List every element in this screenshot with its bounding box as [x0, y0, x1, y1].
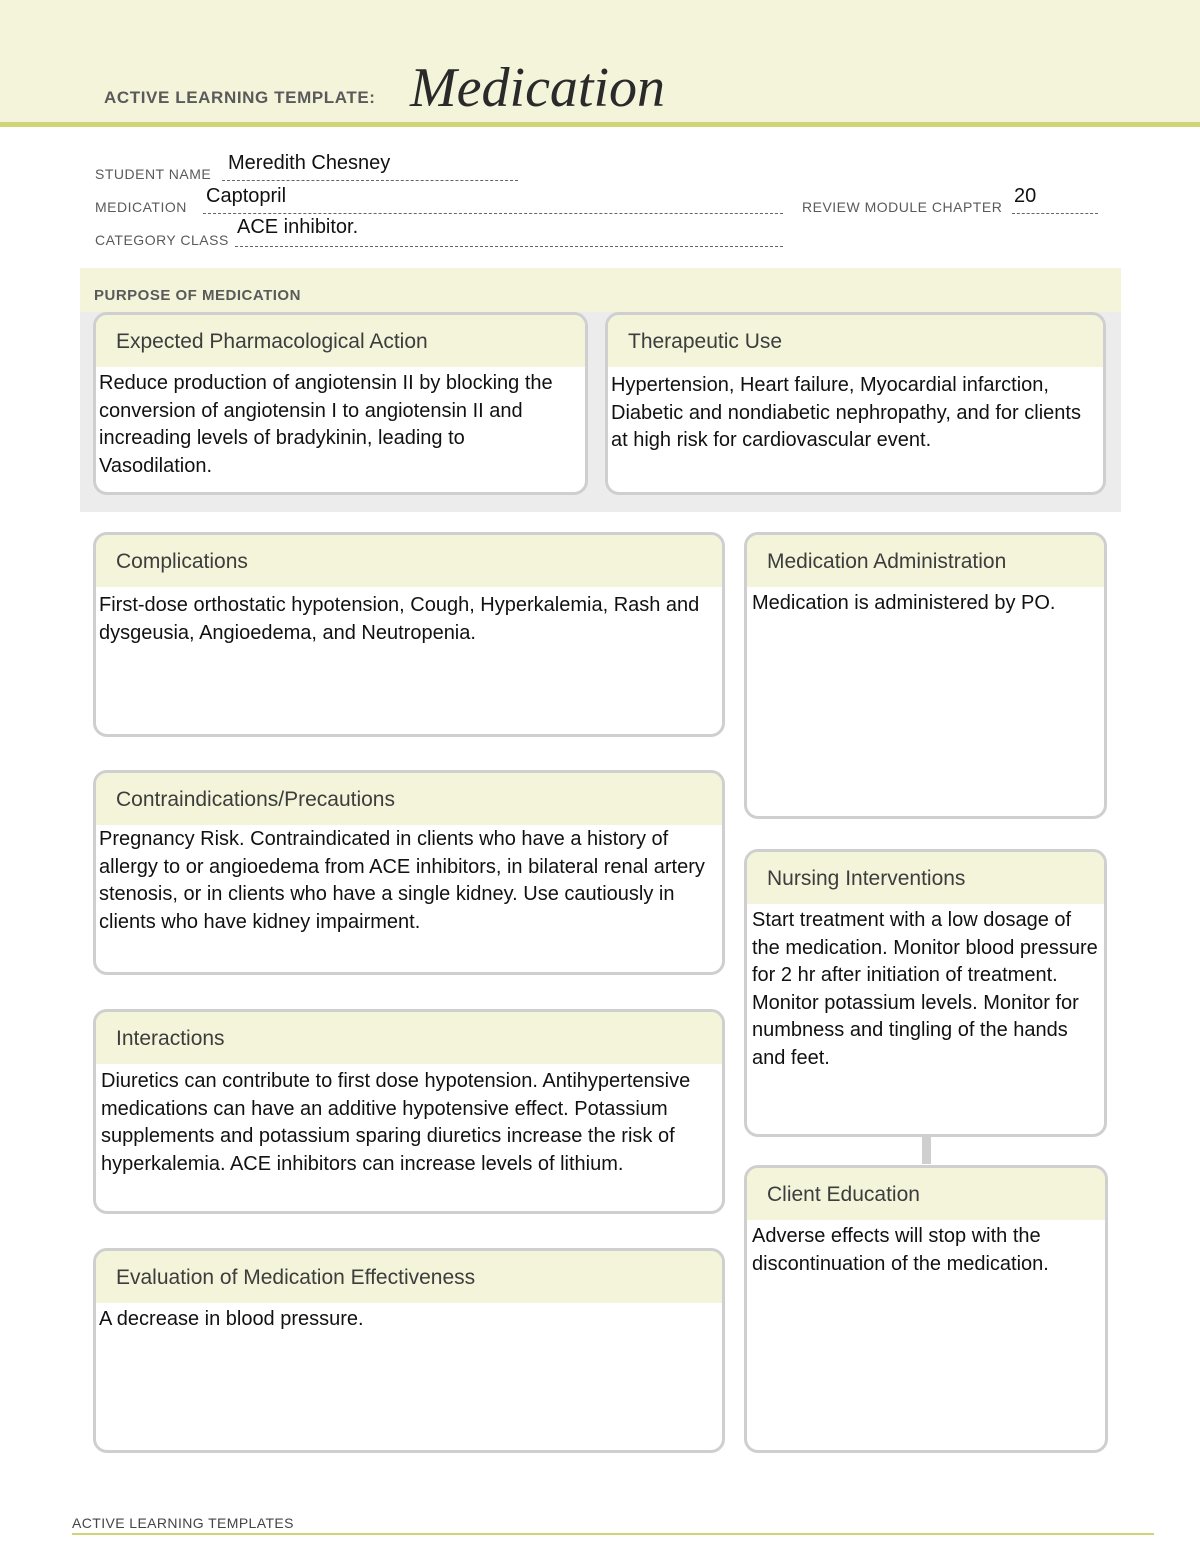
interactions-title: Interactions	[96, 1012, 722, 1064]
administration-text[interactable]: Medication is administered by PO.	[752, 592, 1056, 614]
client-education-title: Client Education	[747, 1168, 1105, 1220]
medication-label: MEDICATION	[95, 199, 187, 215]
student-name-field[interactable]: Meredith Chesney	[228, 152, 391, 174]
medication-line	[203, 213, 783, 214]
contraindications-box	[93, 770, 725, 975]
purpose-label: PURPOSE OF MEDICATION	[94, 287, 301, 304]
nursing-interventions-box	[744, 849, 1107, 1137]
medication-field[interactable]: Captopril	[206, 185, 287, 207]
complications-title: Complications	[96, 535, 722, 587]
header-rule	[0, 122, 1200, 127]
evaluation-title: Evaluation of Medication Effectiveness	[96, 1251, 722, 1303]
review-module-label: REVIEW MODULE CHAPTER	[802, 199, 1003, 215]
nursing-interventions-text[interactable]: Start treatment with a low dosage of the medication. Monitor blood pressure for 2 hr after initiation of treatment. Monitor potassium levels. Monitor for numbness and tingling of the hands and feet.	[752, 909, 1098, 1069]
footer-label: ACTIVE LEARNING TEMPLATES	[72, 1515, 294, 1531]
therapeutic-use-text[interactable]: Hypertension, Heart failure, Myocardial infarction, Diabetic and nondiabetic nephropathy, and for clients at high risk for cardiovascular event.	[611, 374, 1081, 451]
interactions-text[interactable]: Diuretics can contribute to first dose hypotension. Antihypertensive medications can have an additive hypotensive effect. Potassium supplements and potassium sparing diuretics increase the risk of hyperkalemia. ACE inhibitors can increase levels of lithium.	[101, 1070, 691, 1175]
complications-box	[93, 532, 725, 737]
administration-box	[744, 532, 1107, 819]
therapeutic-use-title: Therapeutic Use	[608, 315, 1103, 367]
review-module-line	[1012, 213, 1098, 214]
expected-action-text[interactable]: Reduce production of angiotensin II by blocking the conversion of angiotensin I to angiotensin II and increading levels of bradykinin, leading to Vasodilation.	[99, 372, 553, 477]
administration-title: Medication Administration	[747, 535, 1104, 587]
interactions-box	[93, 1009, 725, 1214]
connector-bar	[922, 1136, 931, 1164]
header-label: ACTIVE LEARNING TEMPLATE:	[104, 88, 376, 107]
footer-rule	[72, 1533, 1154, 1535]
page-title: Medication	[410, 57, 666, 119]
therapeutic-use-box	[605, 312, 1106, 495]
category-class-label: CATEGORY CLASS	[95, 232, 229, 248]
complications-text[interactable]: First-dose orthostatic hypotension, Cough, Hyperkalemia, Rash and dysgeusia, Angioedema, and Neutropenia.	[99, 594, 700, 644]
student-name-label: STUDENT NAME	[95, 166, 212, 182]
nursing-interventions-title: Nursing Interventions	[747, 852, 1104, 904]
category-class-line	[235, 246, 783, 247]
expected-action-box	[93, 312, 588, 495]
student-name-line	[222, 180, 518, 181]
review-module-field[interactable]: 20	[1014, 185, 1037, 207]
evaluation-box	[93, 1248, 725, 1453]
category-class-field[interactable]: ACE inhibitor.	[237, 216, 359, 238]
contraindications-title: Contraindications/Precautions	[96, 773, 722, 825]
client-education-text[interactable]: Adverse effects will stop with the discontinuation of the medication.	[752, 1225, 1049, 1275]
evaluation-text[interactable]: A decrease in blood pressure.	[99, 1308, 364, 1330]
expected-action-title: Expected Pharmacological Action	[96, 315, 585, 367]
client-education-box	[744, 1165, 1108, 1453]
contraindications-text[interactable]: Pregnancy Risk. Contraindicated in clients who have a history of allergy to or angioedema from ACE inhibitors, in bilateral renal artery stenosis, or in clients who have a single kidney. Use cautiously in clients who have kidney impairment.	[99, 828, 705, 933]
